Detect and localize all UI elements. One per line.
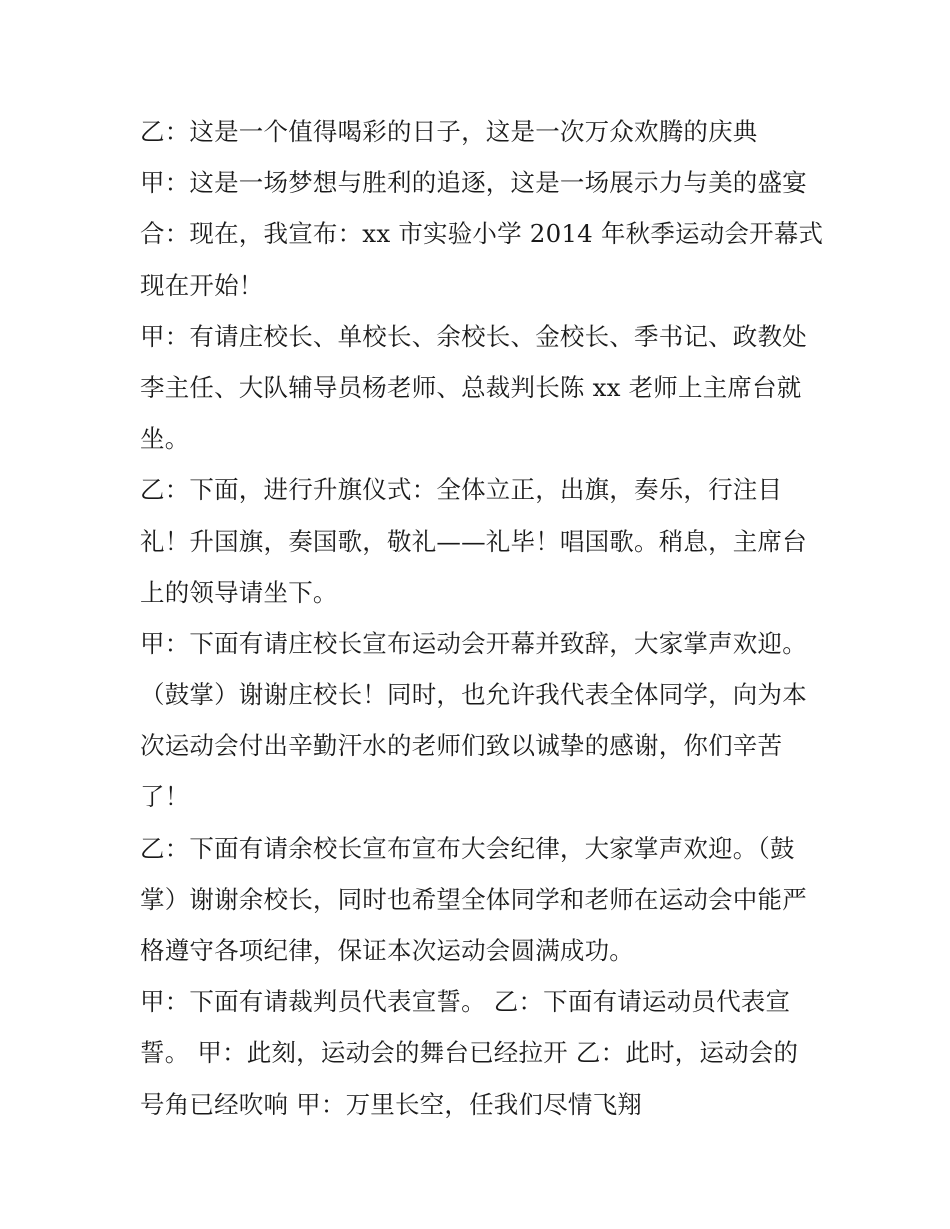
text-line: （鼓掌）谢谢庄校长！同时，也允许我代表全体同学，向为本 — [140, 680, 807, 710]
text-line: 现在开始！ — [140, 270, 264, 300]
text-line: 甲：这是一场梦想与胜利的追逐，这是一场展示力与美的盛宴 — [140, 168, 807, 198]
text-line: 合：现在，我宣布：xx 市实验小学 2014 年秋季运动会开幕式 — [140, 219, 824, 249]
text-line: 甲：有请庄校长、单校长、余校长、金校长、季书记、政教处 — [140, 321, 807, 351]
text-line: 誓。 甲：此刻，运动会的舞台已经拉开 乙：此时，运动会的 — [140, 1038, 799, 1068]
document-body — [140, 106, 830, 1130]
text-line: 格遵守各项纪律，保证本次运动会圆满成功。 — [140, 936, 634, 965]
text-line: 李主任、大队辅导员杨老师、总裁判长陈 xx 老师上主席台就 — [140, 372, 802, 402]
text-line: 坐。 — [140, 424, 190, 454]
text-line: 乙：这是一个值得喝彩的日子，这是一次万众欢腾的庆典 — [140, 117, 758, 146]
text-line: 礼！升国旗，奏国歌，敬礼——礼毕！唱国歌。稍息，主席台 — [140, 526, 807, 556]
text-line: 次运动会付出辛勤汗水的老师们致以诚挚的感谢，你们辛苦 — [140, 731, 783, 761]
text-line: 了！ — [140, 782, 190, 812]
text-line: 号角已经吹响 甲：万里长空，任我们尽情飞翔 — [140, 1089, 642, 1119]
text-line: 甲：下面有请庄校长宣布运动会开幕并致辞，大家掌声欢迎。 — [140, 628, 807, 658]
text-line: 乙：下面有请余校长宣布宣布大会纪律，大家掌声欢迎。（鼓 — [140, 833, 795, 863]
text-line: 甲：下面有请裁判员代表宣誓。 乙：下面有请运动员代表宣 — [140, 987, 791, 1017]
text-line: 上的领导请坐下。 — [140, 577, 338, 607]
text-line: 掌）谢谢余校长，同时也希望全体同学和老师在运动会中能严 — [140, 884, 807, 914]
text-line: 乙：下面，进行升旗仪式：全体立正，出旗，奏乐，行注目 — [140, 475, 783, 505]
